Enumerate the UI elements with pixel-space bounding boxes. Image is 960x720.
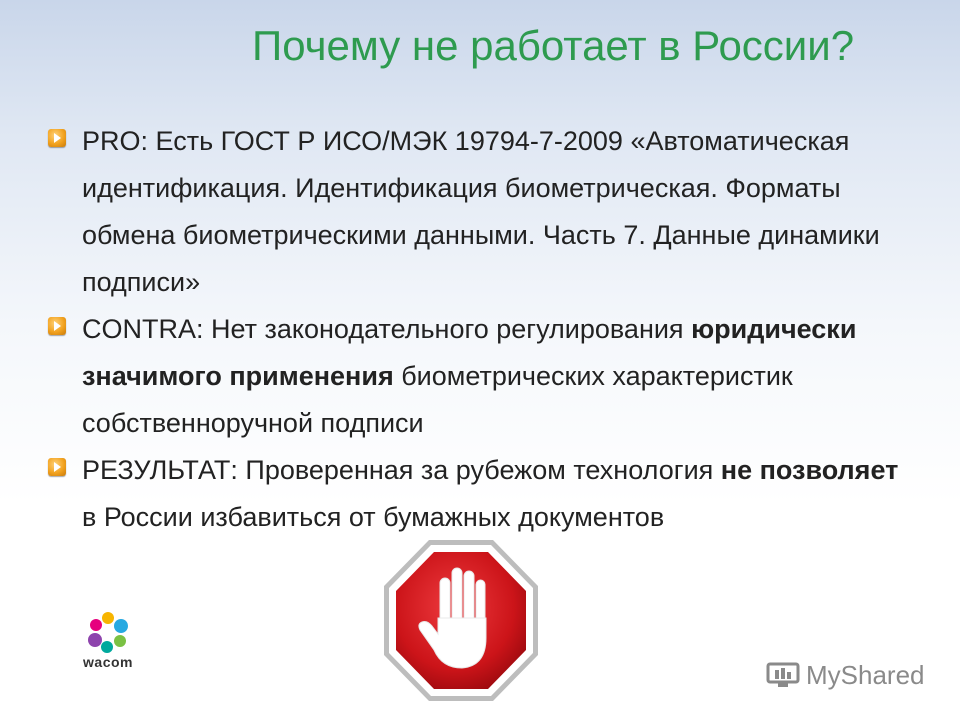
bullet-text [82, 118, 908, 306]
bullet-text [82, 306, 908, 447]
bullet-arrow-icon [48, 458, 66, 476]
wacom-logo [63, 608, 153, 674]
bullet-arrow-icon [48, 317, 66, 335]
bullet-text-part: биометрических характеристик собственноручной подписи [82, 361, 793, 438]
watermark-label: MyShared [806, 659, 925, 690]
bullet-text-part: PRO: Есть ГОСТ Р ИСО/МЭК 19794-7-2009 «Автоматическая идентификация. Идентификация биометрическая. Форматы обмена биометрическими данными. Часть 7. Данные динамики подписи» [82, 126, 880, 297]
bullet-text-bold: не позволяет [720, 455, 899, 485]
bullet-text-bold: юридически значимого применения [82, 314, 857, 391]
bullet-text [82, 447, 908, 541]
myshared-watermark [766, 655, 926, 695]
bullet-text-part: в России избавиться от бумажных документов [82, 502, 665, 532]
bullet-item [48, 447, 908, 541]
bullet-text-part: РЕЗУЛЬТАТ: Проверенная за рубежом технология [82, 455, 721, 485]
bullet-item [48, 306, 908, 447]
logo-wordmark: wacom [83, 654, 133, 670]
myshared-logo-icon [766, 660, 800, 690]
wacom-logo-icon [63, 608, 153, 656]
bullet-item [48, 118, 908, 306]
bullet-list [48, 118, 908, 541]
slide-title: Почему не работает в России? [252, 22, 855, 69]
bullet-text-part: CONTRA: Нет законодательного регулирования [82, 314, 692, 344]
stop-hand-sign-icon [382, 538, 540, 703]
bullet-arrow-icon [48, 129, 66, 147]
